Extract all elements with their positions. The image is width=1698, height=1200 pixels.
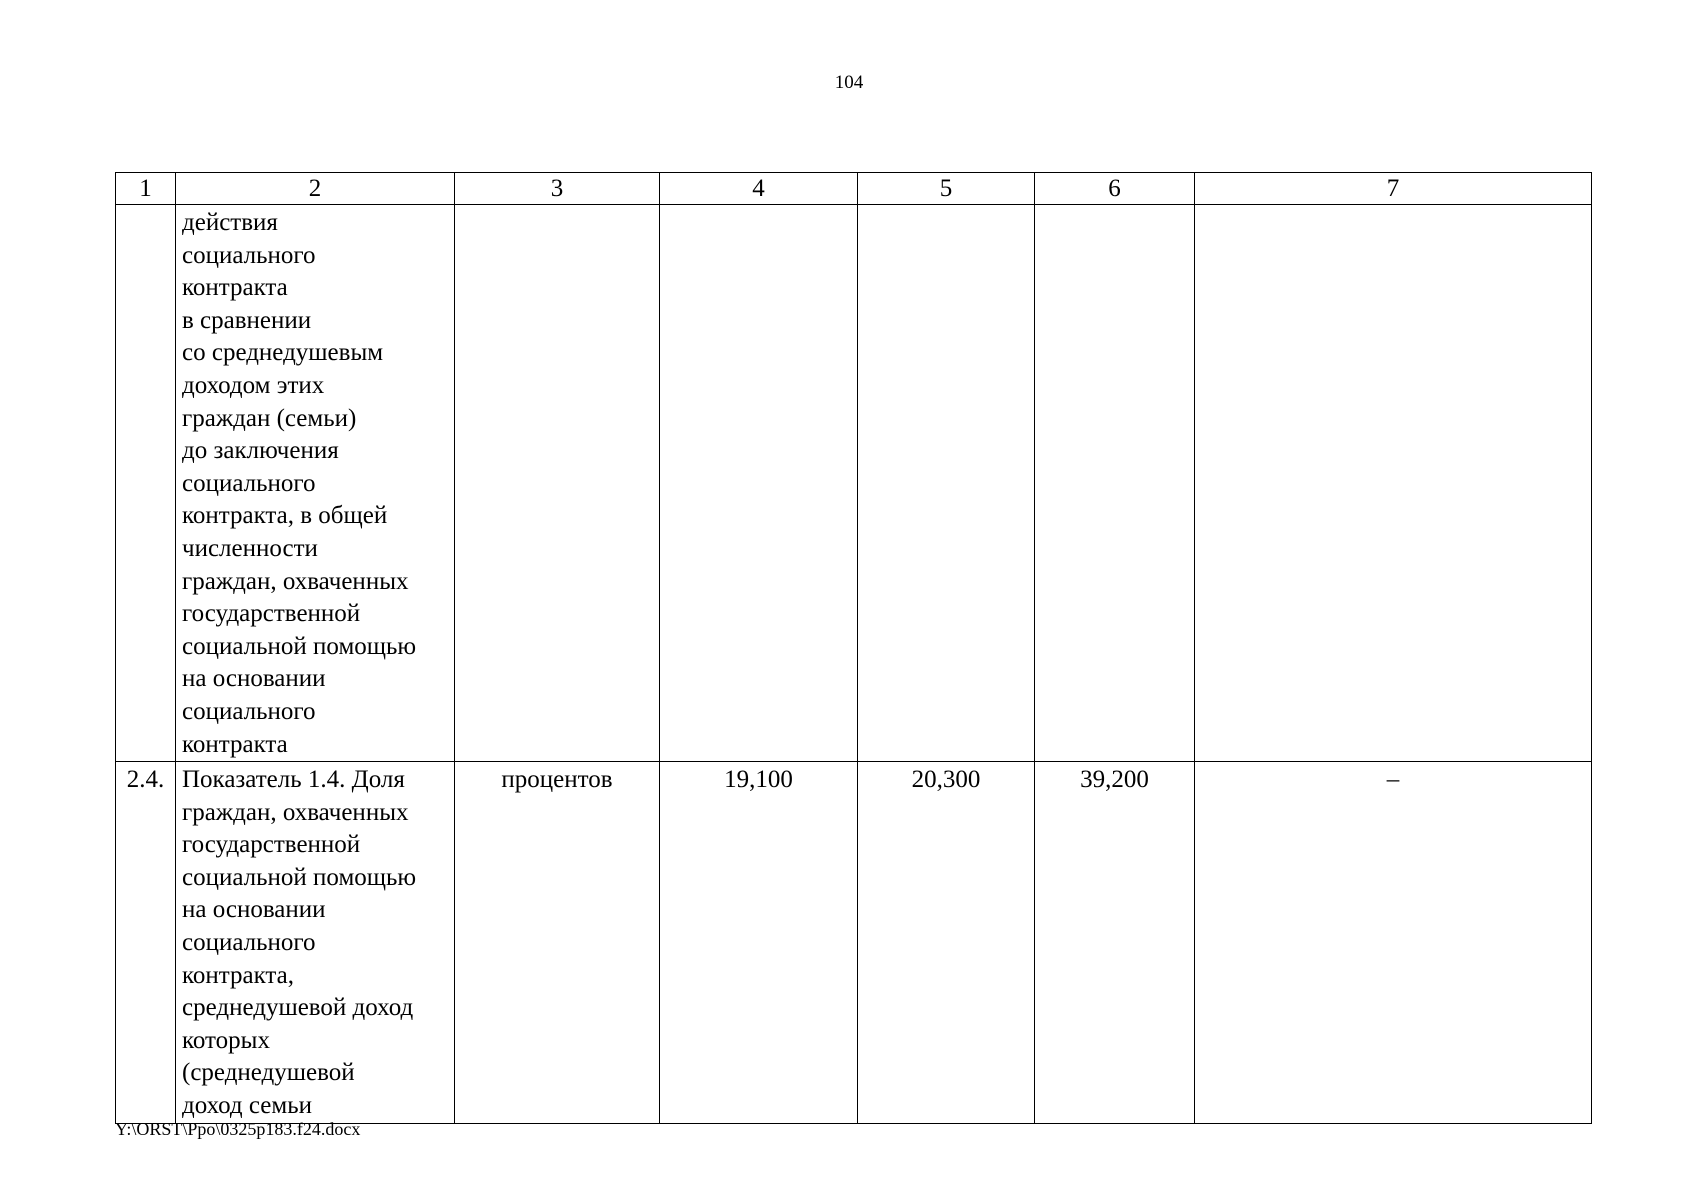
description-line: социального — [182, 241, 316, 269]
description-line: граждан, охваченных — [182, 798, 409, 826]
description-line: социальной помощью — [182, 632, 417, 660]
header-cell-2: 2 — [176, 173, 455, 205]
header-cell-1: 1 — [116, 173, 176, 205]
header-cell-7: 7 — [1195, 173, 1592, 205]
note-cell: – — [1195, 762, 1592, 1124]
description-line: численности — [182, 534, 318, 562]
description-line: граждан (семьи) — [182, 404, 357, 432]
value-cell-6 — [1035, 205, 1195, 762]
indicator-table — [115, 172, 1592, 1124]
description-line: контракта, в общей — [182, 502, 388, 530]
description-line: социального — [182, 929, 316, 957]
row-number-cell: 2.4. — [116, 762, 176, 1124]
description-line: социальной помощью — [182, 863, 417, 891]
table-header-row — [116, 173, 1592, 205]
indicator-description-cell — [176, 762, 455, 1124]
description-line: граждан, охваченных — [182, 567, 409, 595]
value-cell-5 — [858, 205, 1035, 762]
description-line: среднедушевой доход — [182, 994, 414, 1022]
header-cell-3: 3 — [455, 173, 660, 205]
file-path-footer: Y:\ORST\Ppo\0325p183.f24.docx — [115, 1119, 361, 1139]
description-line: государственной — [182, 600, 361, 628]
description-line: Показатель 1.4. Доля — [182, 766, 405, 794]
unit-cell — [455, 205, 660, 762]
description-line: (среднедушевой — [182, 1059, 355, 1087]
value-cell-6: 39,200 — [1035, 762, 1195, 1124]
description-line: контракта — [182, 730, 288, 758]
description-line: контракта, — [182, 961, 294, 989]
description-line: в сравнении — [182, 306, 312, 334]
header-cell-4: 4 — [660, 173, 858, 205]
description-line: со среднедушевым — [182, 339, 384, 367]
page-number: 104 — [834, 72, 864, 93]
description-line: государственной — [182, 831, 361, 859]
row-number-cell — [116, 205, 176, 762]
value-cell-5: 20,300 — [858, 762, 1035, 1124]
value-cell-4: 19,100 — [660, 762, 858, 1124]
header-cell-5: 5 — [858, 173, 1035, 205]
unit-cell: процентов — [455, 762, 660, 1124]
table-row — [116, 205, 1592, 762]
description-line: на основании — [182, 665, 326, 693]
description-line: доход семьи — [182, 1092, 312, 1120]
description-line: социального — [182, 469, 316, 497]
value-cell-4 — [660, 205, 858, 762]
description-line: которых — [182, 1026, 270, 1054]
indicator-description-cell — [176, 205, 455, 762]
header-cell-6: 6 — [1035, 173, 1195, 205]
description-line: на основании — [182, 896, 326, 924]
description-line: доходом этих — [182, 371, 325, 399]
description-line: социального — [182, 697, 316, 725]
description-line: действия — [182, 209, 278, 236]
description-line: контракта — [182, 274, 288, 302]
table-row — [116, 762, 1592, 1124]
description-line: до заключения — [182, 437, 339, 465]
note-cell — [1195, 205, 1592, 762]
